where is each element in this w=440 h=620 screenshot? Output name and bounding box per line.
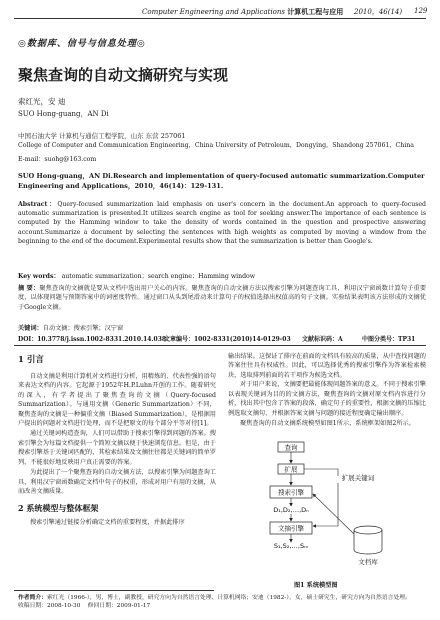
doc-library-top bbox=[354, 526, 382, 534]
left-column bbox=[18, 352, 216, 528]
expand-label: 扩展 bbox=[284, 465, 298, 474]
keywords-label: Key words： bbox=[18, 273, 60, 280]
revised-date: 修回日期：2009-01-17 bbox=[87, 603, 151, 610]
affiliation-english: College of Computer and Communication Engineering，China University of Petroleum，Dongying，Shandong 257061，China bbox=[18, 142, 414, 149]
article-number: 文章编号：1002-8331(2010)14-0129-03 bbox=[164, 336, 291, 343]
doc-library-body bbox=[354, 530, 382, 554]
journal-name: Computer Engineering and Applications 计算机工程与应用 bbox=[142, 7, 344, 16]
dates bbox=[18, 602, 426, 610]
author-bio bbox=[18, 594, 426, 602]
doi: DOI：10.3778/j.issn.1002-8331.2010.14.038 bbox=[18, 336, 167, 343]
affiliation-chinese: 中国石油大学 计算机与通信工程学院，山东 东营 257061 bbox=[18, 132, 186, 140]
doc-set-label: D₁,D₂,…,Dₙ bbox=[273, 506, 309, 514]
received-date: 收稿日期：2008-10-30 bbox=[18, 603, 81, 610]
figure-caption: 图1 系统模型图 bbox=[294, 582, 338, 589]
search-engine-label: 搜索引擎 bbox=[278, 488, 304, 497]
footnote bbox=[18, 594, 426, 611]
keywords-english bbox=[18, 271, 426, 280]
citation: SUO Hong-guang，AN Di.Research and implementation of query-focused automatic summarization.Computer Engineering and Applications，2010，46(14)：129-131. bbox=[18, 172, 425, 190]
abstract-label: Abstract： bbox=[18, 201, 58, 208]
right-column bbox=[228, 352, 426, 429]
keywords-chinese bbox=[18, 323, 123, 332]
section-1-paragraph: 为此提出了一个聚焦查询的自动文摘方法，以搜索引擎为问题查询工具，利用汉宁窗函数确定文档中句子的权重，形成对用户有用的文摘，从而改善文摘质量。 bbox=[18, 469, 216, 495]
abstract-english bbox=[18, 200, 426, 246]
header-divider bbox=[14, 18, 426, 19]
abstract-cn-text: 聚焦查询的文摘就是要从文档中选出用户关心的内容。聚焦查询的自动文摘方法以搜索引擎为问题查询工具，利用汉宁窗函数计算句子重要度，以体现问题与预期答案中的词密度特性。通过窗口从头到尾滑动来计算句子的权值选择出权值高的句子文摘。实验结果表明该方法形成的文摘优于Google文摘。 bbox=[18, 285, 427, 311]
issue-number: 2010，46(14) bbox=[354, 8, 403, 16]
paper-title: 聚焦查询的自动文摘研究与实现 bbox=[18, 66, 229, 84]
abstract-text: Query-focused summarization laid emphasis on user's concern in the document.An approach to query-focused automatic summarization is presented.It utilizes search engine as tool for seeking answer.The importance of each sentence is computed by the Hamming window to take the density of words contained in the question and prospective answering account.Summarize a document by selecting the sentences with high weights as computed by moving a window from the beginning to the end of the document.Experimental results show that the summarization is better than Google's. bbox=[18, 201, 427, 245]
footnote-divider bbox=[14, 590, 214, 591]
author-email: E-mail：suohg@163.com bbox=[18, 156, 97, 163]
authors-chinese: 索红光，安 迪 bbox=[18, 97, 66, 106]
arrow-expand-keywords bbox=[304, 469, 338, 476]
keywords-text: automatic summarization；search engine；Hamming window bbox=[61, 273, 256, 280]
document-code: 文献标识码：A bbox=[302, 336, 343, 343]
running-header bbox=[14, 7, 426, 17]
section-1-heading: 1 引言 bbox=[18, 355, 44, 365]
expanded-keywords-label: 扩展关键词 bbox=[341, 474, 375, 482]
arrow-library-search bbox=[313, 494, 354, 534]
right-paragraph: 聚焦查询的自动文摘系统模型如图1所示，系统框架如图2所示。 bbox=[240, 419, 415, 427]
right-paragraph: 输出结果。这保证了排序在前面的文档具有较高的质量，从中查找问题的答案往往具有权威性。因此，可以选择优秀的搜索引擎作为答案检索模块，选取排列前面的若干项作为候选文档。 bbox=[228, 353, 426, 379]
keywords-cn-label: 关键词： bbox=[18, 325, 43, 332]
authors-english: SUO Hong-guang，AN Di bbox=[18, 110, 109, 118]
author-bio-label: 作者简介： bbox=[18, 595, 47, 601]
keywords-cn-text: 自动文摘；搜索引擎；汉宁窗 bbox=[42, 325, 124, 332]
doc-library-label: 文档库 bbox=[358, 558, 378, 566]
meta-divider bbox=[14, 345, 426, 346]
page-number: 129 bbox=[414, 7, 428, 15]
arrow-keywords-summary bbox=[313, 483, 338, 526]
system-model-diagram bbox=[238, 430, 418, 590]
author-bio-text: 索红光（1966-），男，博士，副教授，研究方向为自然语言处理、计算机网络；安迪（1982-），女，硕士研究生，研究方向为自然语言处理。 bbox=[47, 595, 411, 601]
query-label: 查询 bbox=[284, 443, 298, 452]
section-tag: ◎数据库、信号与信息处理◎ bbox=[18, 39, 146, 49]
section-2-heading: 2 系统模型与整体框架 bbox=[18, 503, 99, 514]
abstract-cn-label: 摘 要： bbox=[18, 285, 40, 292]
section-1-paragraph: 通过关键词构造查询，人们可以借助于搜索引擎得到问题的答案。搜索引擎会为每篇文档提供一个简短文摘以便于快速浏览信息。但是，由于搜索引擎基于关键词匹配的，其检索结果及文摘往往都是关键词的简单罗列，不能很好地反映用户真正需要的答案。 bbox=[18, 430, 216, 466]
summary-engine-label: 文摘引擎 bbox=[278, 524, 304, 533]
clc-number: 中图分类号：TP31 bbox=[362, 336, 416, 343]
section-2-paragraph: 搜索引擎通过链接分析确定文档的重要程度，并据此排序 bbox=[30, 518, 185, 526]
abstract-chinese bbox=[18, 284, 426, 312]
right-paragraph: 对于用户来说，文摘要把最能体现问题答案的意义。不同于搜索引擎以表现关键词为目的的文摘方法，聚焦查询的文摘对原文档内容进行分析，找出其中包含了答案的段落，确定句子的重要性，根据文摘的压缩比例选取文摘句，并根据答案文摘与问题的接近程度确定输出顺序。 bbox=[228, 381, 426, 417]
section-1-paragraph: 自动文摘是利用计算机对文档进行分析，用精炼的、代表性强的语句来表达文档的内容。它起源于1952年H.P.Luhn开创的工作。随着研究的深入，有学者提出了聚焦查询的文摘（Query-focused Summarization）。与通用文摘（Generic Summarization）不同，聚焦查询的文摘是一种偏重文摘（Biased Summarization），是根据用户提出的问题对文档进行处理，而不是把原文的每个部分平等对待[1]。 bbox=[18, 372, 216, 428]
output-label: S₁,S₂,…,Sₘ bbox=[273, 542, 309, 550]
